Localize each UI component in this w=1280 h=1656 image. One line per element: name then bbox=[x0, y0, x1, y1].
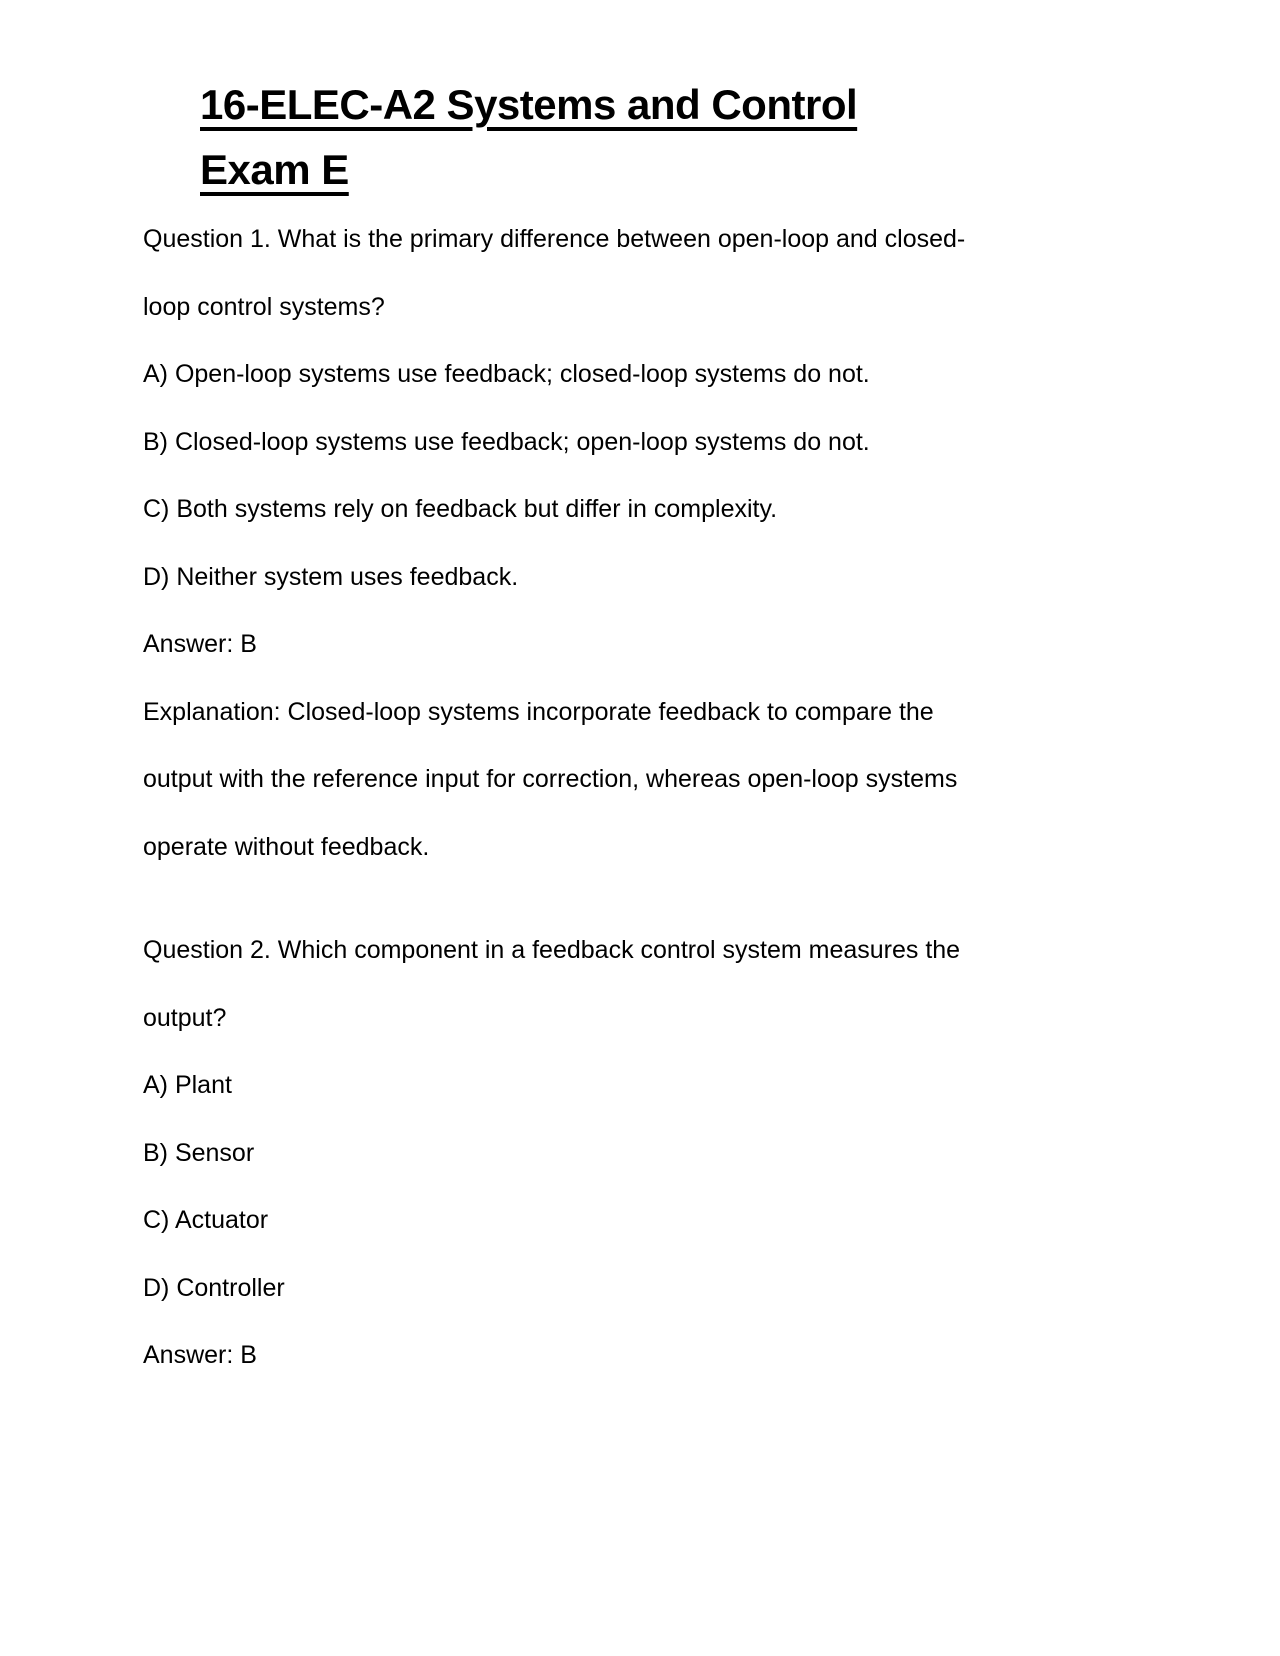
question-1-answer: Answer: B bbox=[143, 630, 257, 658]
question-2-answer: Answer: B bbox=[143, 1341, 257, 1369]
question-2-text-line-1: Question 2. Which component in a feedback control system measures the bbox=[143, 936, 961, 964]
question-1-option-b: B) Closed-loop systems use feedback; open-loop systems do not. bbox=[143, 427, 870, 456]
question-1-text-line-1: Question 1. What is the primary difference between open-loop and closed- bbox=[143, 225, 966, 253]
document-title-line-1: 16-ELEC-A2 Systems and Control bbox=[200, 81, 858, 128]
question-1-explanation-line-2: output with the reference input for correction, whereas open-loop systems bbox=[143, 765, 958, 793]
question-2-option-c: C) Actuator bbox=[143, 1206, 269, 1234]
question-1-text-line-2: loop control systems? bbox=[143, 292, 385, 321]
question-2-text-line-2: output? bbox=[143, 1003, 227, 1032]
question-2-option-d: D) Controller bbox=[143, 1273, 285, 1302]
question-2-option-b: B) Sensor bbox=[143, 1138, 255, 1167]
question-1-option-d: D) Neither system uses feedback. bbox=[143, 562, 519, 591]
question-1-explanation-line-3: operate without feedback. bbox=[143, 832, 430, 861]
question-1-option-a: A) Open-loop systems use feedback; closed-loop systems do not. bbox=[143, 360, 870, 388]
document-title bbox=[0, 0, 1280, 202]
paragraph-gap bbox=[143, 881, 1180, 917]
question-2-option-a: A) Plant bbox=[143, 1071, 232, 1099]
question-1-option-c: C) Both systems rely on feedback but differ in complexity. bbox=[143, 495, 778, 523]
question-1-explanation-line-1: Explanation: Closed-loop systems incorporate feedback to compare the bbox=[143, 697, 934, 726]
document-title-line-2: Exam E bbox=[200, 146, 349, 193]
document-body bbox=[0, 206, 1280, 1390]
